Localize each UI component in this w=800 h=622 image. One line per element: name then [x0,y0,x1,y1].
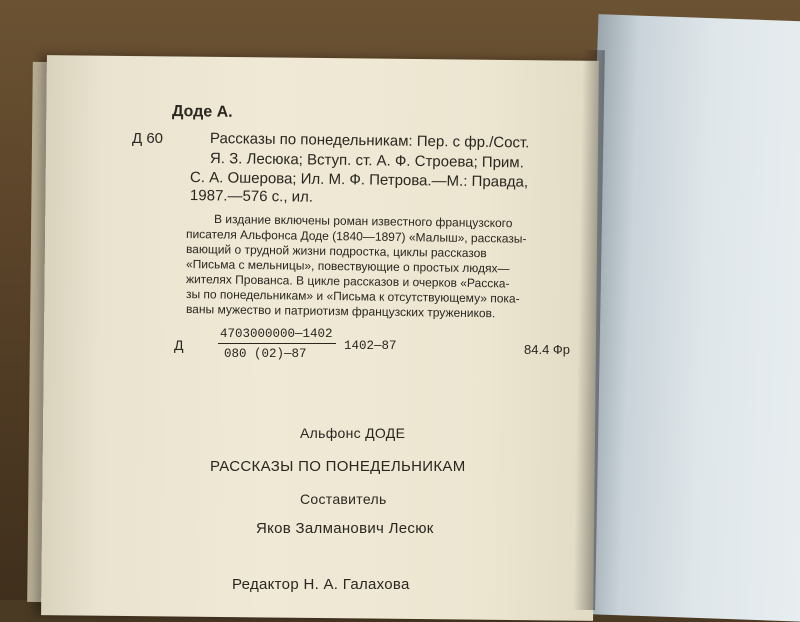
index-denominator: 080 (02)—87 [224,347,307,361]
author-heading: Доде А. [171,103,233,121]
index-numerator: 4703000000—1402 [220,327,333,341]
annotation-line: ваны мужество и патриотизм французских тружеников. [185,302,496,321]
bibliography-line: Я. З. Лесюка; Вступ. ст. А. Ф. Строева; Прим. [209,150,524,172]
compiler-name: Яков Залманович Лесюк [256,520,434,537]
annotation-line: писателя Альфонса Доде (1840—1897) «Малыш», рассказы- [185,227,527,246]
catalog-code: Д 60 [132,130,164,147]
editor-line: Редактор Н. А. Галахова [232,576,410,593]
annotation-line: жителях Прованса. В цикле рассказов и очерков «Расска- [185,272,510,291]
index-letter: Д [174,337,184,353]
book-title: РАССКАЗЫ ПО ПОНЕДЕЛЬНИКАМ [210,458,466,475]
author-full-name: Альфонс ДОДЕ [300,425,406,441]
right-page [578,14,800,622]
index-suffix: 1402—87 [344,339,397,353]
annotation-line: В издание включены роман известного французского [213,212,513,231]
price-code: 84.4 Фр [524,342,571,357]
compiler-label: Составитель [300,491,387,507]
annotation-line: зы по понедельникам» и «Письма к отсутствующему» пока- [185,287,520,306]
bibliography-line: 1987.—576 с., ил. [189,187,314,206]
bibliography-line: Рассказы по понедельникам: Пер. с фр./Сост. [209,130,530,152]
annotation-line: вающий о трудной жизни подростка, циклы рассказов [185,242,487,261]
bibliography-line: С. А. Ошерова; Ил. М. Ф. Петрова.—М.: Правда, [189,169,529,191]
annotation-line: «Письма с мельницы», повествующие о простых людях— [185,257,510,276]
fraction-bar [218,343,336,344]
